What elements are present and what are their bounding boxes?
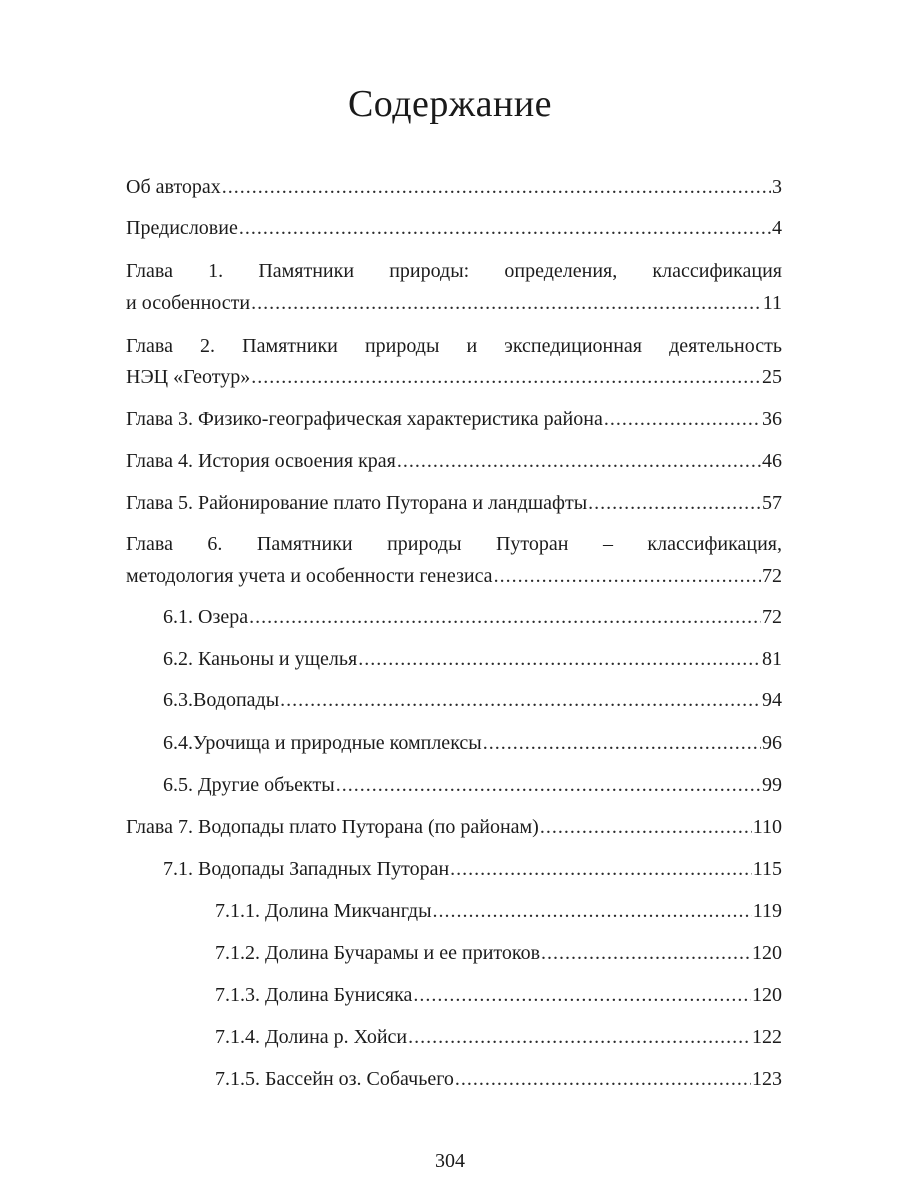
toc-entry-chapter-1: [126, 291, 782, 315]
toc-entry-section-6-5: [163, 773, 782, 797]
toc-entry-text: 6.5. Другие объекты: [163, 774, 335, 796]
toc-entry-page: 115: [752, 858, 782, 880]
toc-entry-section-7-1-2: [215, 941, 782, 965]
toc-entry-section-7-1-4: [215, 1025, 782, 1049]
leader-dots: [588, 491, 761, 515]
page-number: 304: [435, 1150, 465, 1172]
toc-entry-chapter-5: [126, 491, 782, 515]
toc-entry-text: Глава 4. История освоения края: [126, 450, 396, 472]
toc-entry-page: 123: [752, 1068, 782, 1090]
leader-dots: [413, 983, 751, 1007]
toc-entry-text: 6.1. Озера: [163, 606, 249, 628]
toc-entry-text: и особенности: [126, 292, 251, 314]
toc-entry-page: 25: [762, 366, 782, 388]
toc-entry-page: 72: [762, 606, 782, 628]
leader-dots: [483, 731, 761, 755]
toc-entry-chapter-3: [126, 407, 782, 431]
toc-entry-page: 81: [762, 648, 782, 670]
toc-entry-page: 99: [762, 774, 782, 796]
toc-entry-section-7-1-5: [215, 1067, 782, 1091]
toc-entry-page: 11: [762, 292, 782, 314]
toc-entry-page: 4: [772, 217, 782, 239]
leader-dots: [336, 773, 761, 797]
toc-entry-page: 110: [752, 816, 782, 838]
toc-entry-text: Глава 7. Водопады плато Путорана (по районам): [126, 816, 539, 838]
leader-dots: [358, 647, 761, 671]
leader-dots: [280, 688, 761, 712]
page-title: Содержание: [347, 83, 553, 125]
leader-dots: [251, 365, 761, 389]
toc-entry-text: Глава 3. Физико-географическая характеристика района: [126, 408, 603, 430]
toc-entry-section-7-1: [163, 857, 782, 881]
toc-entry-about-authors: [126, 175, 782, 199]
toc-entry-chapter-1-line1: Глава 1. Памятники природы: определения, классификация: [126, 260, 782, 282]
toc-entry-page: 120: [752, 984, 782, 1006]
leader-dots: [494, 564, 761, 588]
toc-entry-text: 6.2. Каньоны и ущелья: [163, 648, 358, 670]
toc-entry-text: 7.1. Водопады Западных Путоран: [163, 858, 450, 880]
leader-dots: [540, 815, 752, 839]
toc-entry-text: 7.1.1. Долина Микчангды: [215, 900, 432, 922]
leader-dots: [433, 899, 752, 923]
toc-entry-text: Глава 5. Районирование плато Путорана и ландшафты: [126, 492, 588, 514]
toc-entry-page: 120: [752, 942, 782, 964]
leader-dots: [249, 605, 761, 629]
toc-entry-text: 7.1.2. Долина Бучарамы и ее притоков: [215, 942, 541, 964]
toc-entry-page: 94: [762, 689, 782, 711]
toc-entry-text: 7.1.4. Долина р. Хойси: [215, 1026, 408, 1048]
toc-entry-page: 3: [772, 176, 782, 198]
leader-dots: [450, 857, 752, 881]
toc-entry-preface: [126, 216, 782, 240]
toc-entry-section-6-1: [163, 605, 782, 629]
toc-entry-text: 7.1.5. Бассейн оз. Собачьего: [215, 1068, 454, 1090]
toc-entry-chapter-7: [126, 815, 782, 839]
leader-dots: [455, 1067, 751, 1091]
toc-entry-text: Предисловие: [126, 217, 238, 239]
toc-entry-text: 7.1.3. Долина Бунисяка: [215, 984, 413, 1006]
toc-entry-chapter-2: [126, 365, 782, 389]
toc-entry-text: 6.3.Водопады: [163, 689, 280, 711]
toc-entry-section-6-2: [163, 647, 782, 671]
toc-entry-section-6-4: [163, 731, 782, 755]
toc-entry-page: 36: [762, 408, 782, 430]
leader-dots: [408, 1025, 751, 1049]
leader-dots: [541, 941, 751, 965]
toc-entry-page: 46: [762, 450, 782, 472]
toc-entry-section-6-3: [163, 688, 782, 712]
toc-entry-text: методология учета и особенности генезиса: [126, 565, 493, 587]
toc-entry-section-7-1-3: [215, 983, 782, 1007]
leader-dots: [251, 291, 762, 315]
toc-entry-page: 119: [752, 900, 782, 922]
toc-entry-section-7-1-1: [215, 899, 782, 923]
leader-dots: [604, 407, 761, 431]
leader-dots: [239, 216, 771, 240]
toc-entry-chapter-6-line1: Глава 6. Памятники природы Путоран – классификация,: [126, 533, 782, 555]
toc-entry-text: НЭЦ «Геотур»: [126, 366, 251, 388]
toc-entry-chapter-6: [126, 564, 782, 588]
toc-entry-page: 57: [762, 492, 782, 514]
leader-dots: [222, 175, 771, 199]
toc-entry-page: 72: [762, 565, 782, 587]
toc-entry-chapter-2-line1: Глава 2. Памятники природы и экспедиционная деятельность: [126, 335, 782, 357]
toc-entry-page: 122: [752, 1026, 782, 1048]
toc-entry-chapter-4: [126, 449, 782, 473]
toc-entry-page: 96: [762, 732, 782, 754]
toc-entry-text: 6.4.Урочища и природные комплексы: [163, 732, 482, 754]
leader-dots: [397, 449, 761, 473]
toc-entry-text: Об авторах: [126, 176, 221, 198]
